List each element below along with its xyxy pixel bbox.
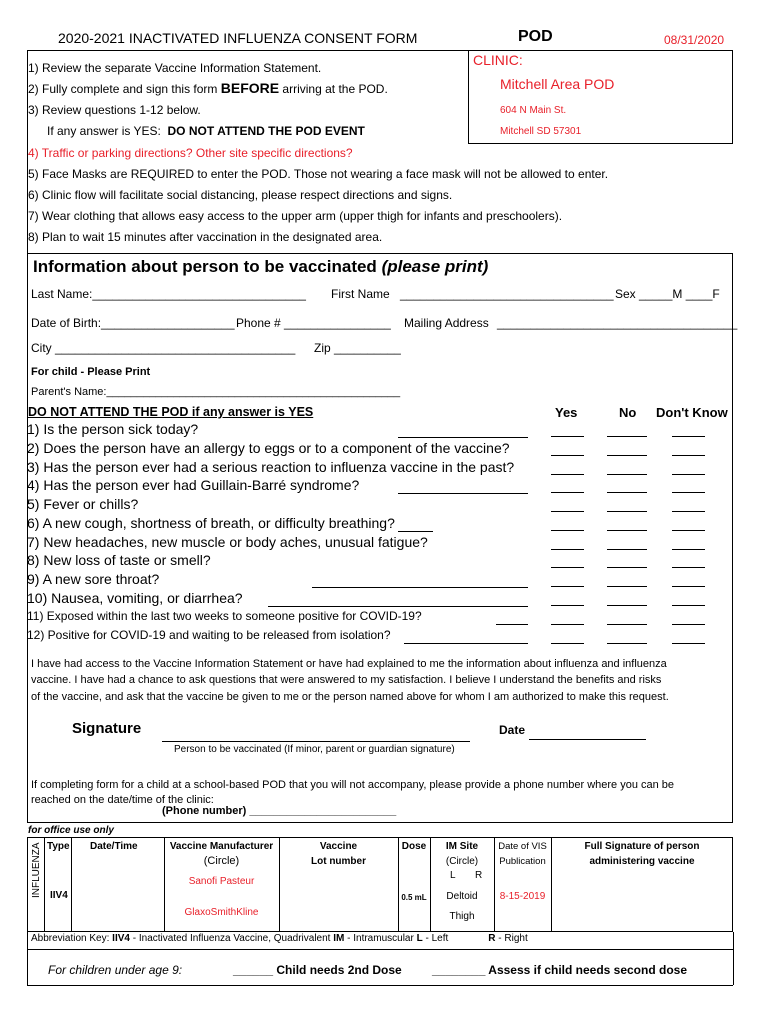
- second-dose-field[interactable]: ______ Child needs 2nd Dose: [233, 963, 402, 977]
- col-vis: Date of VIS: [498, 841, 547, 852]
- site-left[interactable]: L: [450, 870, 456, 881]
- assess-second-dose-field[interactable]: ________ Assess if child needs second dose: [432, 963, 688, 977]
- question-3: 3) Has the person ever had a serious reaction to influenza vaccine in the past?: [27, 459, 515, 475]
- person-heading: Information about person to be vaccinated (please print): [33, 257, 489, 276]
- city-field[interactable]: City ____________________________________: [31, 341, 296, 355]
- answer-dont-know-5[interactable]: [672, 511, 705, 512]
- site-thigh[interactable]: Thigh: [449, 911, 475, 922]
- answer-no-7[interactable]: [607, 549, 647, 550]
- type-value: IIV4: [50, 890, 68, 901]
- answer-dont-know-2[interactable]: [672, 455, 705, 456]
- children-under-9-label: For children under age 9:: [48, 963, 183, 977]
- answer-dont-know-1[interactable]: [672, 436, 705, 437]
- consent-line-3: of the vaccine, and ask that the vaccine be given to me or the person named above for whom I am authorized to make this request.: [31, 691, 669, 703]
- form-title: 2020-2021 INACTIVATED INFLUENZA CONSENT FORM: [58, 30, 418, 46]
- question-11: 11) Exposed within the last two weeks to someone positive for COVID-19?: [27, 609, 422, 623]
- question-12-line: [404, 643, 528, 644]
- col-signature-2: administering vaccine: [589, 856, 695, 867]
- dob-field[interactable]: Date of Birth:____________________: [31, 316, 235, 330]
- date-label: Date: [499, 723, 526, 737]
- question-8: 8) New loss of taste or smell?: [27, 552, 211, 568]
- question-2: 2) Does the person have an allergy to eggs or to a component of the vaccine?: [27, 440, 510, 456]
- mfr-gsk[interactable]: GlaxoSmithKline: [184, 907, 259, 918]
- instruction-1: 1) Review the separate Vaccine Information Statement.: [28, 61, 322, 75]
- answer-yes-8[interactable]: [551, 567, 584, 568]
- signature-label: Signature: [72, 720, 142, 737]
- child-label: For child - Please Print: [31, 366, 151, 378]
- answer-no-9[interactable]: [607, 586, 647, 587]
- question-1: 1) Is the person sick today?: [27, 421, 199, 437]
- col-lot: Lot number: [311, 856, 366, 867]
- answer-dont-know-6[interactable]: [672, 530, 705, 531]
- col-type: Type: [47, 841, 70, 852]
- zip-field[interactable]: Zip __________: [314, 341, 401, 355]
- col-site: IM Site: [445, 841, 479, 852]
- answer-dont-know-12[interactable]: [672, 643, 705, 644]
- questions-header: DO NOT ATTEND THE POD if any answer is YES: [28, 405, 314, 419]
- consent-line-2: vaccine. I have had a chance to ask questions that were answered to my satisfaction. I believe I understand the benefits and risks: [31, 674, 662, 686]
- col-dose: Dose: [401, 841, 427, 852]
- col-vaccine: Vaccine: [319, 841, 358, 852]
- answer-yes-12[interactable]: [551, 643, 584, 644]
- answer-dont-know-3[interactable]: [672, 474, 705, 475]
- first-name-field[interactable]: ________________________________: [400, 287, 614, 301]
- clinic-address: 604 N Main St.: [500, 105, 567, 116]
- question-9: 9) A new sore throat?: [27, 571, 160, 587]
- school-line-1: If completing form for a child at a school-based POD that you will not accompany, please provide a phone number where you can be: [31, 779, 675, 791]
- vis-date-value: 8-15-2019: [499, 891, 546, 902]
- answer-yes-9[interactable]: [551, 586, 584, 587]
- sex-field[interactable]: Sex _____M ____F: [615, 287, 720, 301]
- instruction-3b: If any answer is YES: DO NOT ATTEND THE POD EVENT: [47, 124, 365, 138]
- question-6: 6) A new cough, shortness of breath, or difficulty breathing?: [27, 515, 395, 531]
- mailing-label: Mailing Address: [404, 316, 489, 330]
- school-phone-field[interactable]: (Phone number) ________________________: [162, 805, 397, 817]
- consent-line-1: I have had access to the Vaccine Information Statement or have had explained to me the information about influenza and influenza: [31, 658, 667, 670]
- answer-no-6[interactable]: [607, 530, 647, 531]
- pod-label: POD: [518, 28, 553, 45]
- answer-dont-know-9[interactable]: [672, 586, 705, 587]
- influenza-side-label: INFLUENZA: [31, 842, 42, 898]
- clinic-city: Mitchell SD 57301: [500, 126, 582, 137]
- question-7: 7) New headaches, new muscle or body aches, unusual fatigue?: [27, 534, 428, 550]
- mailing-field[interactable]: ____________________________________: [497, 316, 738, 330]
- instruction-2: 2) Fully complete and sign this form BEFORE arriving at the POD.: [28, 80, 388, 96]
- phone-field[interactable]: Phone # ________________: [236, 316, 391, 330]
- answer-no-8[interactable]: [607, 567, 647, 568]
- clinic-name: Mitchell Area POD: [500, 76, 615, 92]
- col-no: No: [619, 405, 637, 420]
- parent-name-field[interactable]: Parent's Name:________________________________________________: [31, 386, 401, 398]
- site-right[interactable]: R: [475, 870, 483, 881]
- form-date: 08/31/2020: [664, 33, 725, 47]
- answer-yes-5[interactable]: [551, 511, 584, 512]
- question-10-line: [268, 606, 528, 607]
- answer-dont-know-8[interactable]: [672, 567, 705, 568]
- answer-dont-know-11[interactable]: [672, 624, 705, 625]
- col-manufacturer-circle: (Circle): [203, 855, 240, 867]
- answer-no-4[interactable]: [607, 492, 647, 493]
- question-5: 5) Fever or chills?: [27, 496, 139, 512]
- question-10: 10) Nausea, vomiting, or diarrhea?: [27, 590, 243, 606]
- question-4: 4) Has the person ever had Guillain-Barré syndrome?: [27, 477, 360, 493]
- col-yes: Yes: [555, 405, 578, 420]
- instruction-7: 7) Wear clothing that allows easy access to the upper arm (upper thigh for infants and preschoolers).: [28, 209, 563, 223]
- answer-dont-know-7[interactable]: [672, 549, 705, 550]
- col-dont-know: Don't Know: [656, 405, 728, 420]
- date-line[interactable]: [529, 739, 646, 740]
- site-deltoid[interactable]: Deltoid: [446, 891, 478, 902]
- answer-extra-11[interactable]: [496, 624, 528, 625]
- answer-dont-know-4[interactable]: [672, 492, 705, 493]
- answer-no-12[interactable]: [607, 643, 647, 644]
- question-6-line: [398, 531, 433, 532]
- question-4-line: [398, 493, 528, 494]
- instruction-3: 3) Review questions 1-12 below.: [28, 103, 201, 117]
- signature-line[interactable]: [162, 741, 470, 742]
- question-12: 12) Positive for COVID-19 and waiting to be released from isolation?: [27, 628, 391, 642]
- col-datetime: Date/Time: [90, 841, 138, 852]
- abbreviation-key: Abbreviation Key: IIV4 - Inactivated Influenza Vaccine, Quadrivalent IM - Intramuscular L - Left R - Right: [31, 933, 528, 944]
- instruction-5: 5) Face Masks are REQUIRED to enter the POD. Those not wearing a face mask will not be allowed to enter.: [28, 167, 609, 181]
- answer-dont-know-10[interactable]: [672, 605, 705, 606]
- col-vis-pub: Publication: [499, 856, 546, 867]
- dose-value: 0.5 mL: [401, 893, 427, 902]
- mfr-sanofi[interactable]: Sanofi Pasteur: [188, 876, 255, 887]
- instruction-6: 6) Clinic flow will facilitate social distancing, please respect directions and signs.: [28, 188, 453, 202]
- answer-no-2[interactable]: [607, 455, 647, 456]
- question-2-line: [398, 437, 528, 438]
- answer-no-11[interactable]: [607, 624, 647, 625]
- col-site-circle: (Circle): [445, 856, 479, 867]
- clinic-label: CLINIC:: [473, 52, 523, 68]
- answer-yes-2[interactable]: [551, 455, 584, 456]
- answer-no-10[interactable]: [607, 605, 647, 606]
- answer-yes-6[interactable]: [551, 530, 584, 531]
- school-line-2: reached on the date/time of the clinic:: [31, 794, 214, 806]
- instruction-8: 8) Plan to wait 15 minutes after vaccination in the designated area.: [28, 230, 383, 244]
- answer-yes-10[interactable]: [551, 605, 584, 606]
- col-manufacturer: Vaccine Manufacturer: [169, 841, 274, 852]
- answer-no-5[interactable]: [607, 511, 647, 512]
- answer-yes-7[interactable]: [551, 549, 584, 550]
- instruction-4: 4) Traffic or parking directions? Other site specific directions?: [28, 146, 353, 160]
- answer-yes-1[interactable]: [551, 436, 584, 437]
- office-use-label: for office use only: [28, 825, 114, 836]
- last-name-field[interactable]: Last Name:________________________________: [31, 287, 306, 301]
- first-name-label: First Name: [331, 287, 390, 301]
- answer-yes-3[interactable]: [551, 474, 584, 475]
- col-signature: Full Signature of person: [584, 841, 700, 852]
- question-9-line: [312, 587, 528, 588]
- answer-no-1[interactable]: [607, 436, 647, 437]
- answer-yes-4[interactable]: [551, 492, 584, 493]
- answer-yes-11[interactable]: [551, 624, 584, 625]
- answer-no-3[interactable]: [607, 474, 647, 475]
- signature-caption: Person to be vaccinated (If minor, parent or guardian signature): [174, 744, 455, 755]
